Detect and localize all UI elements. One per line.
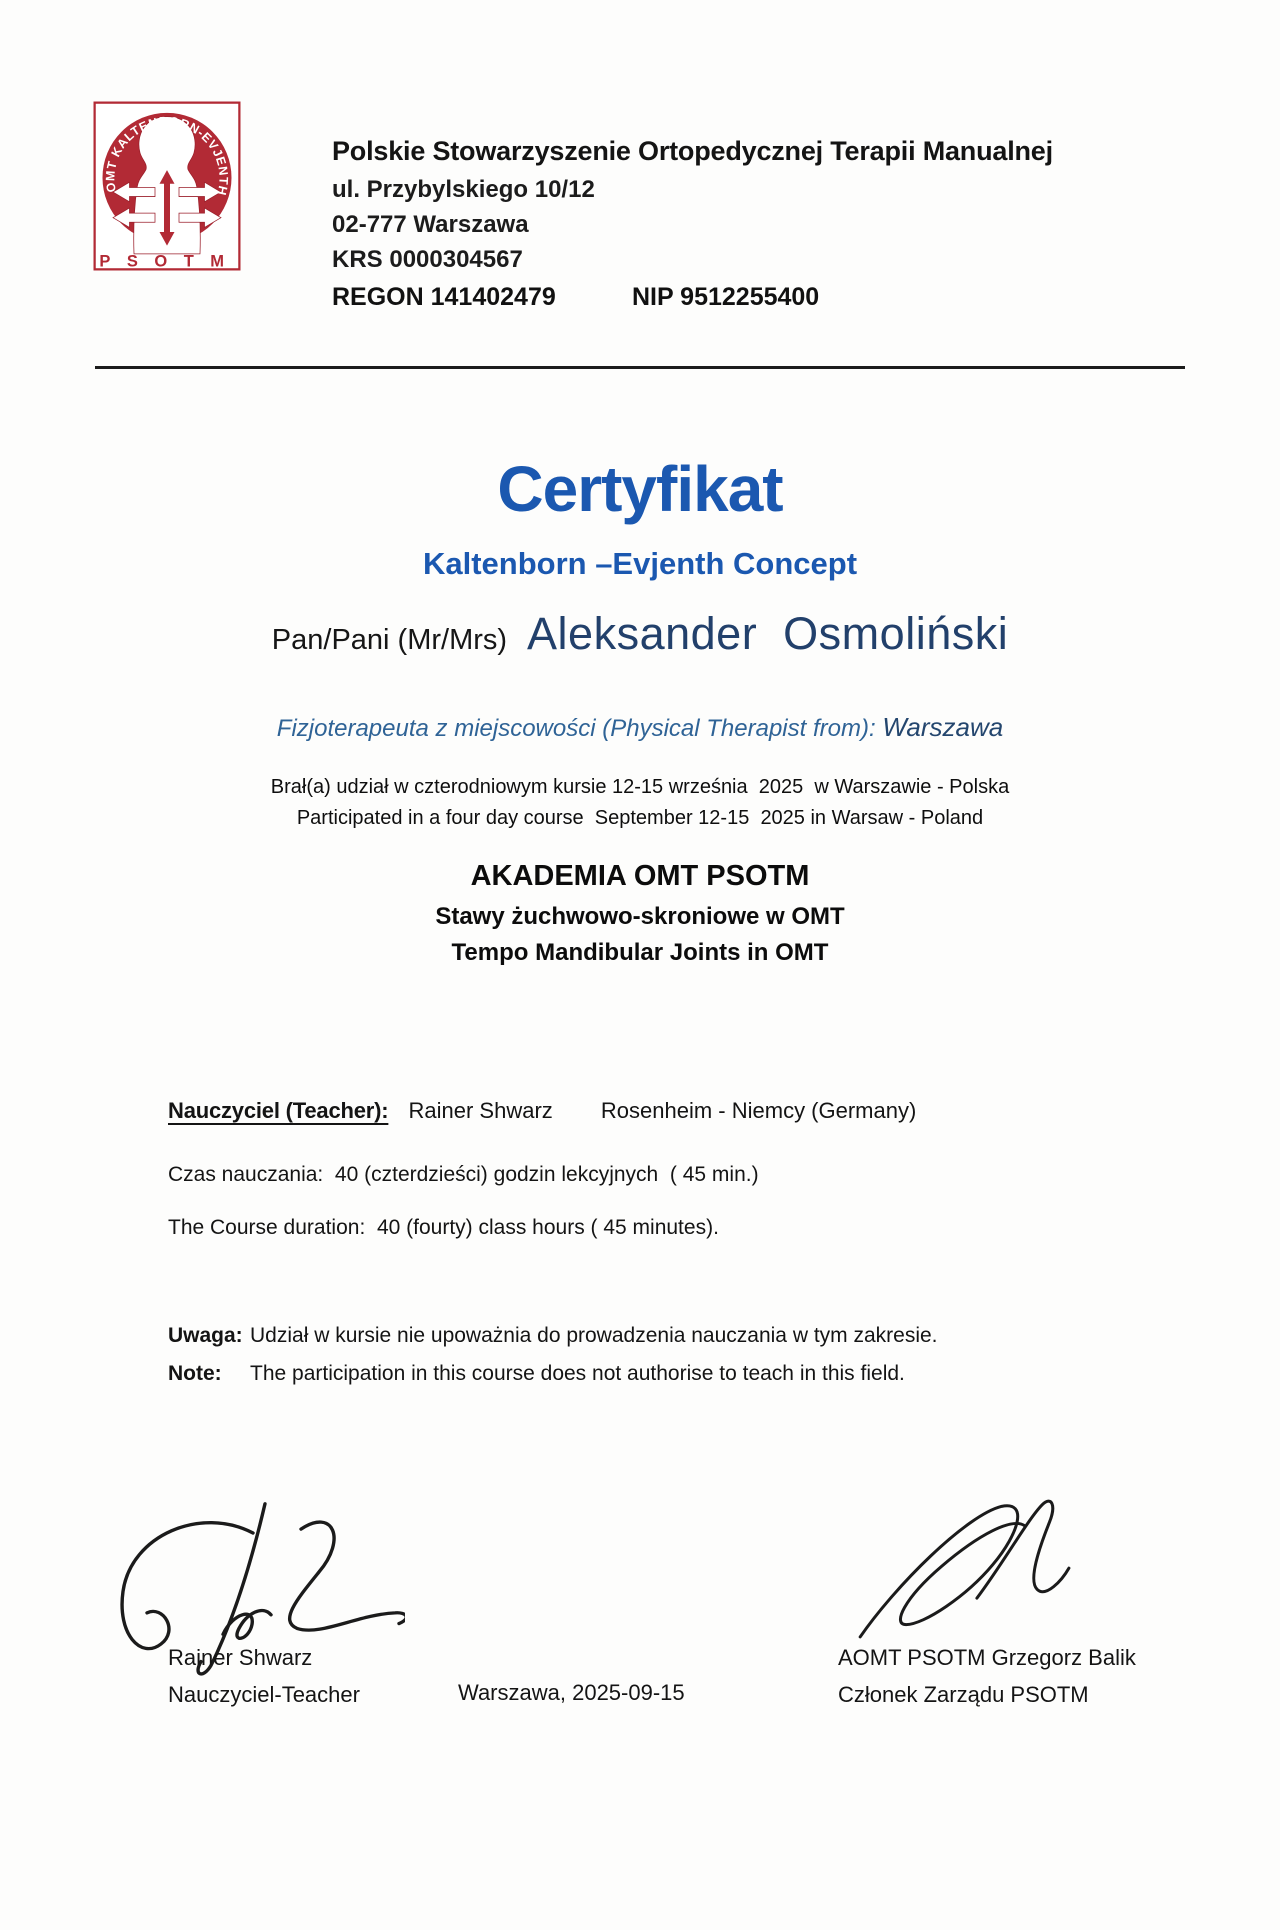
org-krs: KRS 0000304567 xyxy=(332,246,523,273)
logo-ring-text: OMT KALTENBORN-EVJENTH xyxy=(103,114,231,198)
certificate-subtitle: Kaltenborn –Evjenth Concept xyxy=(422,546,858,581)
place-and-date: Warszawa, 2025-09-15 xyxy=(458,1680,685,1705)
org-nip: NIP 9512255400 xyxy=(632,283,820,311)
course-academy: AKADEMIA OMT PSOTM xyxy=(470,860,810,892)
course-title-en: Tempo Mandibular Joints in OMT xyxy=(451,939,829,966)
note-text-pl: Udział w kursie nie upoważnia do prowadzenia nauczania w tym zakresie. xyxy=(250,1324,938,1347)
teacher-origin: Rosenheim - Niemcy (Germany) xyxy=(600,1098,917,1123)
note-row-en xyxy=(168,1362,905,1386)
org-name: Polskie Stowarzyszenie Ortopedycznej Terapii Manualnej xyxy=(332,136,1053,166)
participation-en: Participated in a four day course September 12-15 2025 in Warsaw - Poland xyxy=(296,807,984,829)
certificate-title: Certyfikat xyxy=(497,453,783,525)
profession-city: Warszawa xyxy=(882,712,1004,742)
note-text-en: The participation in this course does not authorise to teach in this field. xyxy=(250,1362,905,1385)
recipient-name: Aleksander Osmoliński xyxy=(527,608,1009,659)
note-row-pl xyxy=(168,1324,938,1348)
duration-pl: Czas nauczania: 40 (czterdzieści) godzin lekcyjnych ( 45 min.) xyxy=(168,1163,759,1186)
signer-right-name: AOMT PSOTM Grzegorz Balik xyxy=(838,1645,1136,1670)
signer-right-role: Członek Zarządu PSOTM xyxy=(838,1682,1089,1707)
psotm-logo xyxy=(92,100,242,272)
profession-line xyxy=(0,712,1280,743)
teacher-label: Nauczyciel (Teacher): xyxy=(168,1098,389,1123)
board-member-signature xyxy=(846,1494,1076,1644)
note-label-en: Note: xyxy=(168,1362,222,1385)
org-city: 02-777 Warszawa xyxy=(332,211,529,238)
course-title-pl: Stawy żuchwowo-skroniowe w OMT xyxy=(435,903,845,930)
logo-acronym: PSOTM xyxy=(99,251,241,271)
duration-en: The Course duration: 40 (fourty) class hours ( 45 minutes). xyxy=(168,1216,719,1239)
note-label-pl: Uwaga: xyxy=(168,1324,243,1347)
teacher-row xyxy=(168,1098,916,1124)
header-divider xyxy=(95,366,1185,369)
signer-left-role: Nauczyciel-Teacher xyxy=(168,1682,360,1707)
teacher-name: Rainer Shwarz xyxy=(408,1098,553,1123)
salutation: Pan/Pani (Mr/Mrs) xyxy=(271,624,508,656)
org-regon: REGON 141402479 xyxy=(332,283,556,311)
signer-left-name: Rainer Shwarz xyxy=(168,1645,313,1670)
recipient-line xyxy=(0,608,1280,660)
org-address: ul. Przybylskiego 10/12 xyxy=(332,176,595,203)
profession-label: Fizjoterapeuta z miejscowości (Physical Therapist from): xyxy=(276,715,883,742)
participation-pl: Brał(a) udział w czterodniowym kursie 12-15 września 2025 w Warszawie - Polska xyxy=(270,776,1010,798)
